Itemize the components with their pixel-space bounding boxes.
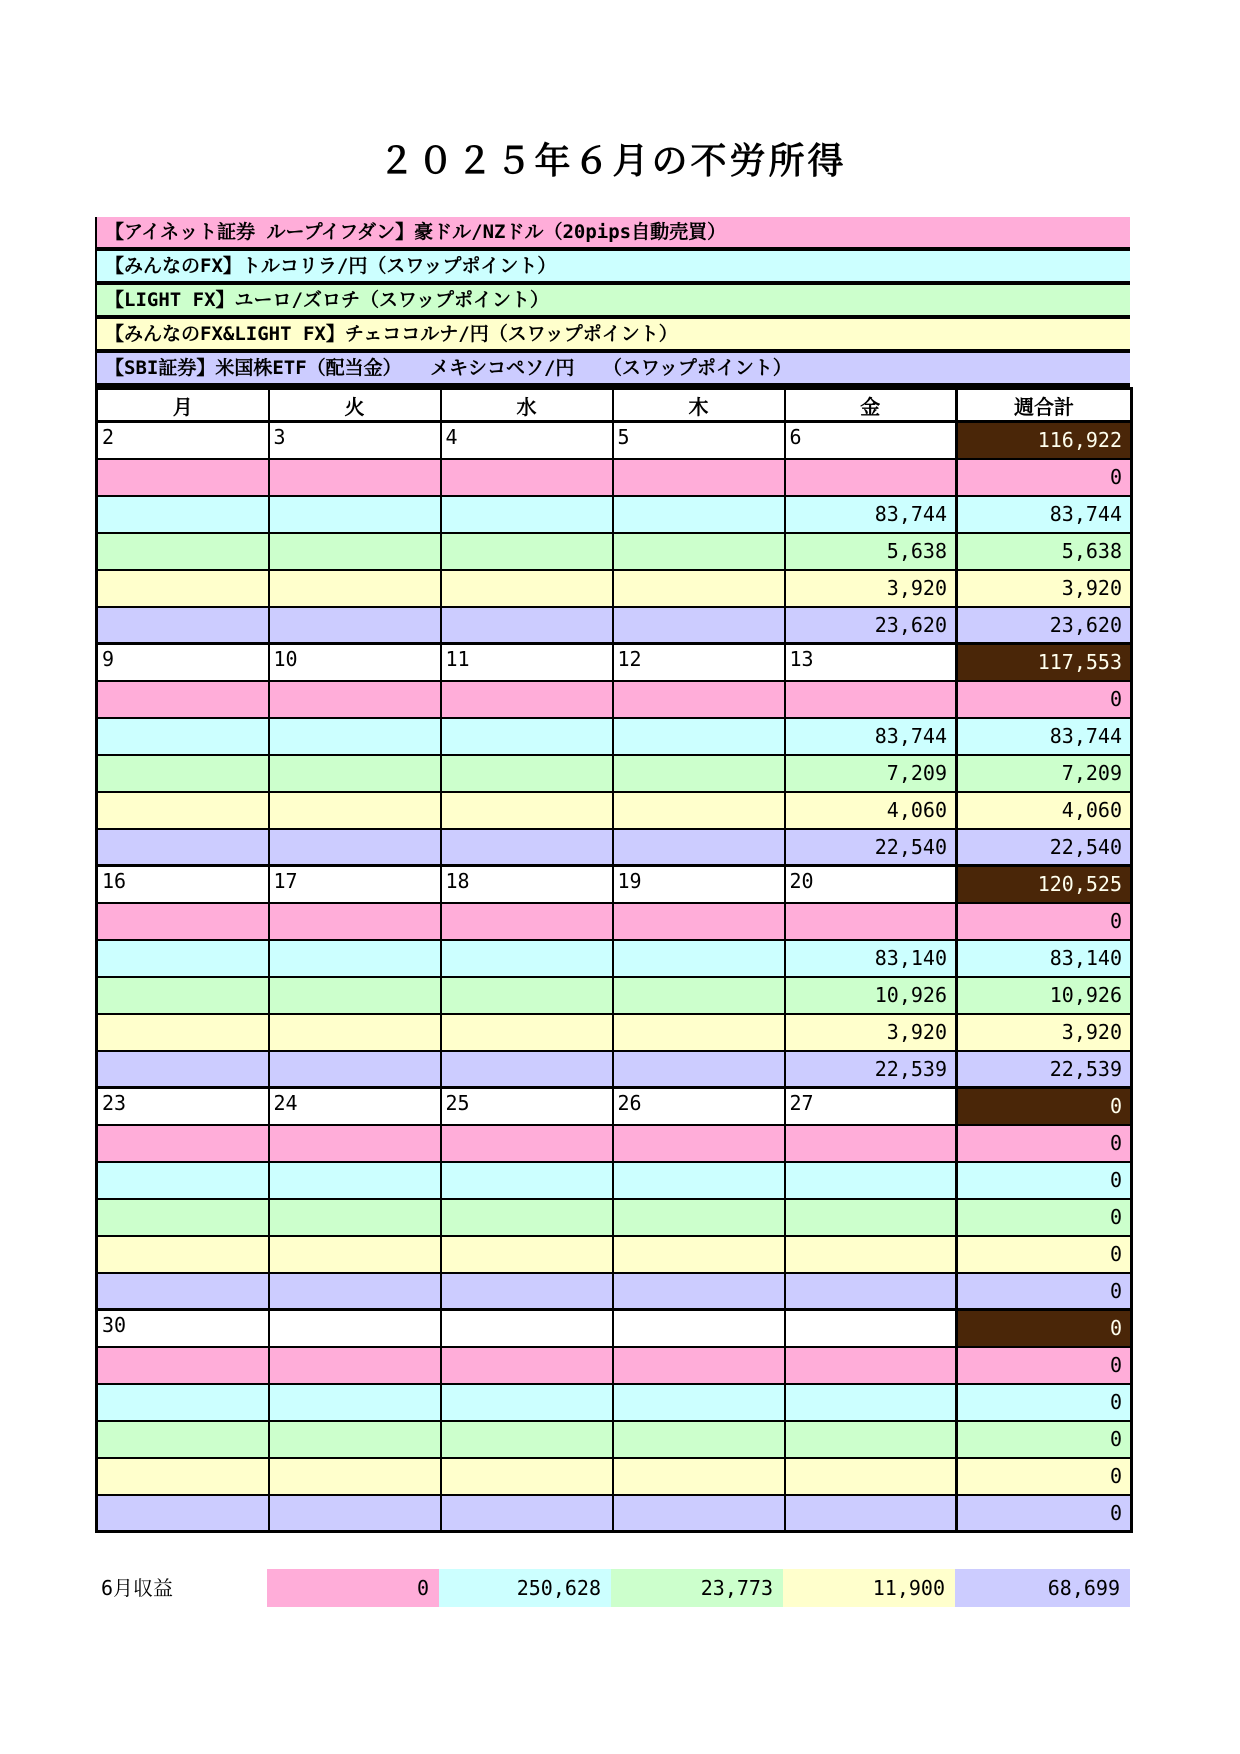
row-total-cell: 7,209 (957, 755, 1132, 792)
value-cell (613, 829, 785, 866)
row-total-cell: 83,140 (957, 940, 1132, 977)
value-cell (441, 1125, 613, 1162)
legend-item-sbi-etf-mxn-jpy: 【SBI証券】米国株ETF（配当金） メキシコペソ/円 （スワップポイント） (95, 353, 1130, 387)
week-date-row (97, 1310, 1132, 1347)
value-cell (441, 1051, 613, 1088)
row-total-cell: 0 (957, 1347, 1132, 1384)
value-cell (269, 1495, 441, 1532)
value-cell (613, 903, 785, 940)
value-cell (269, 718, 441, 755)
value-cell (785, 681, 957, 718)
value-cell (785, 1162, 957, 1199)
value-cell (97, 607, 269, 644)
income-row-cyan (97, 1384, 1132, 1421)
legend-item-light-fx-eur-pln: 【LIGHT FX】ユーロ/ズロチ（スワップポイント） (95, 285, 1130, 319)
row-total-cell: 0 (957, 1495, 1132, 1532)
value-cell (613, 681, 785, 718)
value-cell (613, 1347, 785, 1384)
value-cell (97, 1347, 269, 1384)
value-cell (269, 755, 441, 792)
value-cell (269, 607, 441, 644)
value-cell: 4,060 (785, 792, 957, 829)
value-cell (785, 459, 957, 496)
value-cell (269, 792, 441, 829)
row-total-cell: 0 (957, 1162, 1132, 1199)
weekday-header: 月 (97, 389, 269, 422)
income-row-yellow (97, 570, 1132, 607)
income-row-purple (97, 607, 1132, 644)
value-cell (97, 496, 269, 533)
value-cell (269, 829, 441, 866)
value-cell (97, 570, 269, 607)
value-cell (269, 496, 441, 533)
summary-cell-purple: 68,699 (955, 1569, 1130, 1607)
value-cell (441, 1273, 613, 1310)
row-total-cell: 22,540 (957, 829, 1132, 866)
value-cell (97, 829, 269, 866)
week-total-cell: 116,922 (957, 422, 1132, 459)
value-cell: 7,209 (785, 755, 957, 792)
value-cell (269, 1458, 441, 1495)
value-cell (785, 903, 957, 940)
value-cell: 22,540 (785, 829, 957, 866)
week-total-cell: 117,553 (957, 644, 1132, 681)
value-cell (97, 1162, 269, 1199)
income-row-pink (97, 681, 1132, 718)
week-date-row (97, 866, 1132, 903)
row-total-cell: 83,744 (957, 496, 1132, 533)
date-cell: 10 (269, 644, 441, 681)
income-row-purple (97, 1495, 1132, 1532)
value-cell (269, 570, 441, 607)
value-cell (97, 1458, 269, 1495)
date-cell: 18 (441, 866, 613, 903)
value-cell (613, 1384, 785, 1421)
row-total-cell: 0 (957, 1199, 1132, 1236)
row-total-cell: 10,926 (957, 977, 1132, 1014)
value-cell (613, 1236, 785, 1273)
value-cell (441, 829, 613, 866)
week-total-cell: 0 (957, 1310, 1132, 1347)
legend-item-minna-light-fx-czk-jpy: 【みんなのFX&LIGHT FX】チェココルナ/円（スワップポイント） (95, 319, 1130, 353)
value-cell (441, 607, 613, 644)
value-cell (97, 977, 269, 1014)
date-cell: 27 (785, 1088, 957, 1125)
value-cell (441, 977, 613, 1014)
value-cell: 22,539 (785, 1051, 957, 1088)
value-cell (97, 718, 269, 755)
value-cell (441, 570, 613, 607)
value-cell (613, 755, 785, 792)
page-title: ２０２５年６月の不労所得 (378, 141, 847, 182)
value-cell (613, 570, 785, 607)
value-cell (441, 681, 613, 718)
value-cell: 83,744 (785, 718, 957, 755)
value-cell (269, 1347, 441, 1384)
value-cell (441, 1162, 613, 1199)
value-cell (97, 1384, 269, 1421)
value-cell (613, 533, 785, 570)
value-cell (785, 1458, 957, 1495)
date-cell: 24 (269, 1088, 441, 1125)
value-cell (441, 1458, 613, 1495)
date-cell: 4 (441, 422, 613, 459)
income-row-green (97, 1421, 1132, 1458)
value-cell (97, 1421, 269, 1458)
value-cell (441, 1199, 613, 1236)
value-cell (97, 1199, 269, 1236)
value-cell (441, 533, 613, 570)
income-row-purple (97, 1273, 1132, 1310)
value-cell (785, 1236, 957, 1273)
value-cell (97, 1495, 269, 1532)
value-cell: 83,744 (785, 496, 957, 533)
income-row-green (97, 533, 1132, 570)
value-cell (97, 792, 269, 829)
value-cell (613, 718, 785, 755)
date-cell: 23 (97, 1088, 269, 1125)
legend-item-inet-loop-ifdone: 【アイネット証券 ループイフダン】豪ドル/NZドル（20pips自動売買） (95, 217, 1130, 251)
summary-cell-yellow: 11,900 (783, 1569, 955, 1607)
value-cell (441, 459, 613, 496)
value-cell (269, 1384, 441, 1421)
date-cell: 13 (785, 644, 957, 681)
weekday-header: 木 (613, 389, 785, 422)
legend (95, 217, 1130, 387)
value-cell (97, 940, 269, 977)
value-cell (97, 1273, 269, 1310)
value-cell (613, 1014, 785, 1051)
value-cell: 3,920 (785, 570, 957, 607)
row-total-cell: 22,539 (957, 1051, 1132, 1088)
income-row-yellow (97, 1236, 1132, 1273)
date-cell (785, 1310, 957, 1347)
summary-cell-green: 23,773 (611, 1569, 783, 1607)
sheet-content (95, 0, 1130, 1607)
value-cell (269, 1421, 441, 1458)
value-cell (97, 459, 269, 496)
date-cell: 19 (613, 866, 785, 903)
date-cell: 2 (97, 422, 269, 459)
income-row-pink (97, 903, 1132, 940)
row-total-cell: 0 (957, 681, 1132, 718)
income-row-cyan (97, 496, 1132, 533)
weekday-header: 火 (269, 389, 441, 422)
row-total-cell: 0 (957, 1458, 1132, 1495)
value-cell (269, 940, 441, 977)
week-date-row (97, 422, 1132, 459)
row-total-cell: 0 (957, 1273, 1132, 1310)
row-total-cell: 3,920 (957, 1014, 1132, 1051)
week-total-cell: 0 (957, 1088, 1132, 1125)
row-total-cell: 0 (957, 1384, 1132, 1421)
value-cell (613, 977, 785, 1014)
week-total-header: 週合計 (957, 389, 1132, 422)
value-cell (269, 459, 441, 496)
income-row-yellow (97, 1014, 1132, 1051)
weekday-header-row (97, 389, 1132, 422)
value-cell (97, 1051, 269, 1088)
value-cell (441, 1236, 613, 1273)
value-cell (785, 1347, 957, 1384)
date-cell (613, 1310, 785, 1347)
value-cell: 83,140 (785, 940, 957, 977)
value-cell (97, 1236, 269, 1273)
row-total-cell: 0 (957, 1236, 1132, 1273)
week-total-cell: 120,525 (957, 866, 1132, 903)
value-cell (613, 1421, 785, 1458)
value-cell (97, 1014, 269, 1051)
date-cell: 9 (97, 644, 269, 681)
income-row-yellow (97, 1458, 1132, 1495)
value-cell (613, 607, 785, 644)
value-cell (613, 940, 785, 977)
value-cell (613, 792, 785, 829)
value-cell (97, 903, 269, 940)
value-cell (613, 1199, 785, 1236)
income-row-pink (97, 1347, 1132, 1384)
date-cell: 26 (613, 1088, 785, 1125)
value-cell (269, 1014, 441, 1051)
value-cell (441, 1495, 613, 1532)
date-cell: 12 (613, 644, 785, 681)
value-cell (97, 1125, 269, 1162)
value-cell (269, 977, 441, 1014)
row-total-cell: 83,744 (957, 718, 1132, 755)
value-cell (269, 1236, 441, 1273)
value-cell (441, 496, 613, 533)
month-summary-row (95, 1569, 1130, 1607)
value-cell (441, 903, 613, 940)
date-cell: 17 (269, 866, 441, 903)
value-cell (97, 681, 269, 718)
value-cell (97, 533, 269, 570)
weekday-header: 金 (785, 389, 957, 422)
value-cell (441, 1014, 613, 1051)
value-cell (97, 755, 269, 792)
date-cell: 25 (441, 1088, 613, 1125)
value-cell: 3,920 (785, 1014, 957, 1051)
income-row-cyan (97, 718, 1132, 755)
value-cell (785, 1421, 957, 1458)
value-cell: 10,926 (785, 977, 957, 1014)
date-cell: 6 (785, 422, 957, 459)
date-cell: 5 (613, 422, 785, 459)
income-calendar-table (95, 387, 1133, 1533)
value-cell (269, 1051, 441, 1088)
date-cell: 20 (785, 866, 957, 903)
value-cell (613, 459, 785, 496)
value-cell (613, 1458, 785, 1495)
value-cell (441, 792, 613, 829)
value-cell (269, 681, 441, 718)
value-cell (613, 1051, 785, 1088)
month-summary-label: 6月収益 (101, 1576, 174, 1600)
summary-cell-cyan: 250,628 (439, 1569, 611, 1607)
row-total-cell: 0 (957, 1421, 1132, 1458)
weekday-header: 水 (441, 389, 613, 422)
value-cell (441, 718, 613, 755)
value-cell (785, 1384, 957, 1421)
legend-item-minna-fx-try-jpy: 【みんなのFX】トルコリラ/円（スワップポイント） (95, 251, 1130, 285)
summary-cell-pink: 0 (267, 1569, 439, 1607)
value-cell (785, 1495, 957, 1532)
income-row-pink (97, 1125, 1132, 1162)
value-cell (613, 1495, 785, 1532)
income-row-pink (97, 459, 1132, 496)
income-row-yellow (97, 792, 1132, 829)
value-cell (613, 1162, 785, 1199)
row-total-cell: 5,638 (957, 533, 1132, 570)
income-row-cyan (97, 940, 1132, 977)
value-cell (613, 496, 785, 533)
date-cell: 3 (269, 422, 441, 459)
row-total-cell: 4,060 (957, 792, 1132, 829)
income-row-green (97, 755, 1132, 792)
calendar-header (97, 389, 1132, 422)
value-cell: 23,620 (785, 607, 957, 644)
summary-cells (267, 1569, 1130, 1607)
value-cell (269, 1162, 441, 1199)
date-cell (269, 1310, 441, 1347)
income-row-purple (97, 829, 1132, 866)
date-cell: 16 (97, 866, 269, 903)
row-total-cell: 3,920 (957, 570, 1132, 607)
row-total-cell: 0 (957, 1125, 1132, 1162)
value-cell (269, 903, 441, 940)
week-date-row (97, 1088, 1132, 1125)
date-cell: 30 (97, 1310, 269, 1347)
income-row-cyan (97, 1162, 1132, 1199)
value-cell (441, 1347, 613, 1384)
income-row-green (97, 977, 1132, 1014)
value-cell (269, 533, 441, 570)
row-total-cell: 23,620 (957, 607, 1132, 644)
value-cell (269, 1125, 441, 1162)
value-cell (785, 1199, 957, 1236)
value-cell (269, 1273, 441, 1310)
income-row-purple (97, 1051, 1132, 1088)
date-cell (441, 1310, 613, 1347)
value-cell (441, 940, 613, 977)
value-cell (441, 1384, 613, 1421)
income-row-green (97, 1199, 1132, 1236)
date-cell: 11 (441, 644, 613, 681)
value-cell (269, 1199, 441, 1236)
row-total-cell: 0 (957, 459, 1132, 496)
value-cell (785, 1125, 957, 1162)
value-cell (785, 1273, 957, 1310)
week-date-row (97, 644, 1132, 681)
value-cell: 5,638 (785, 533, 957, 570)
value-cell (613, 1273, 785, 1310)
value-cell (441, 1421, 613, 1458)
calendar-body (97, 422, 1132, 1532)
row-total-cell: 0 (957, 903, 1132, 940)
value-cell (441, 755, 613, 792)
value-cell (613, 1125, 785, 1162)
